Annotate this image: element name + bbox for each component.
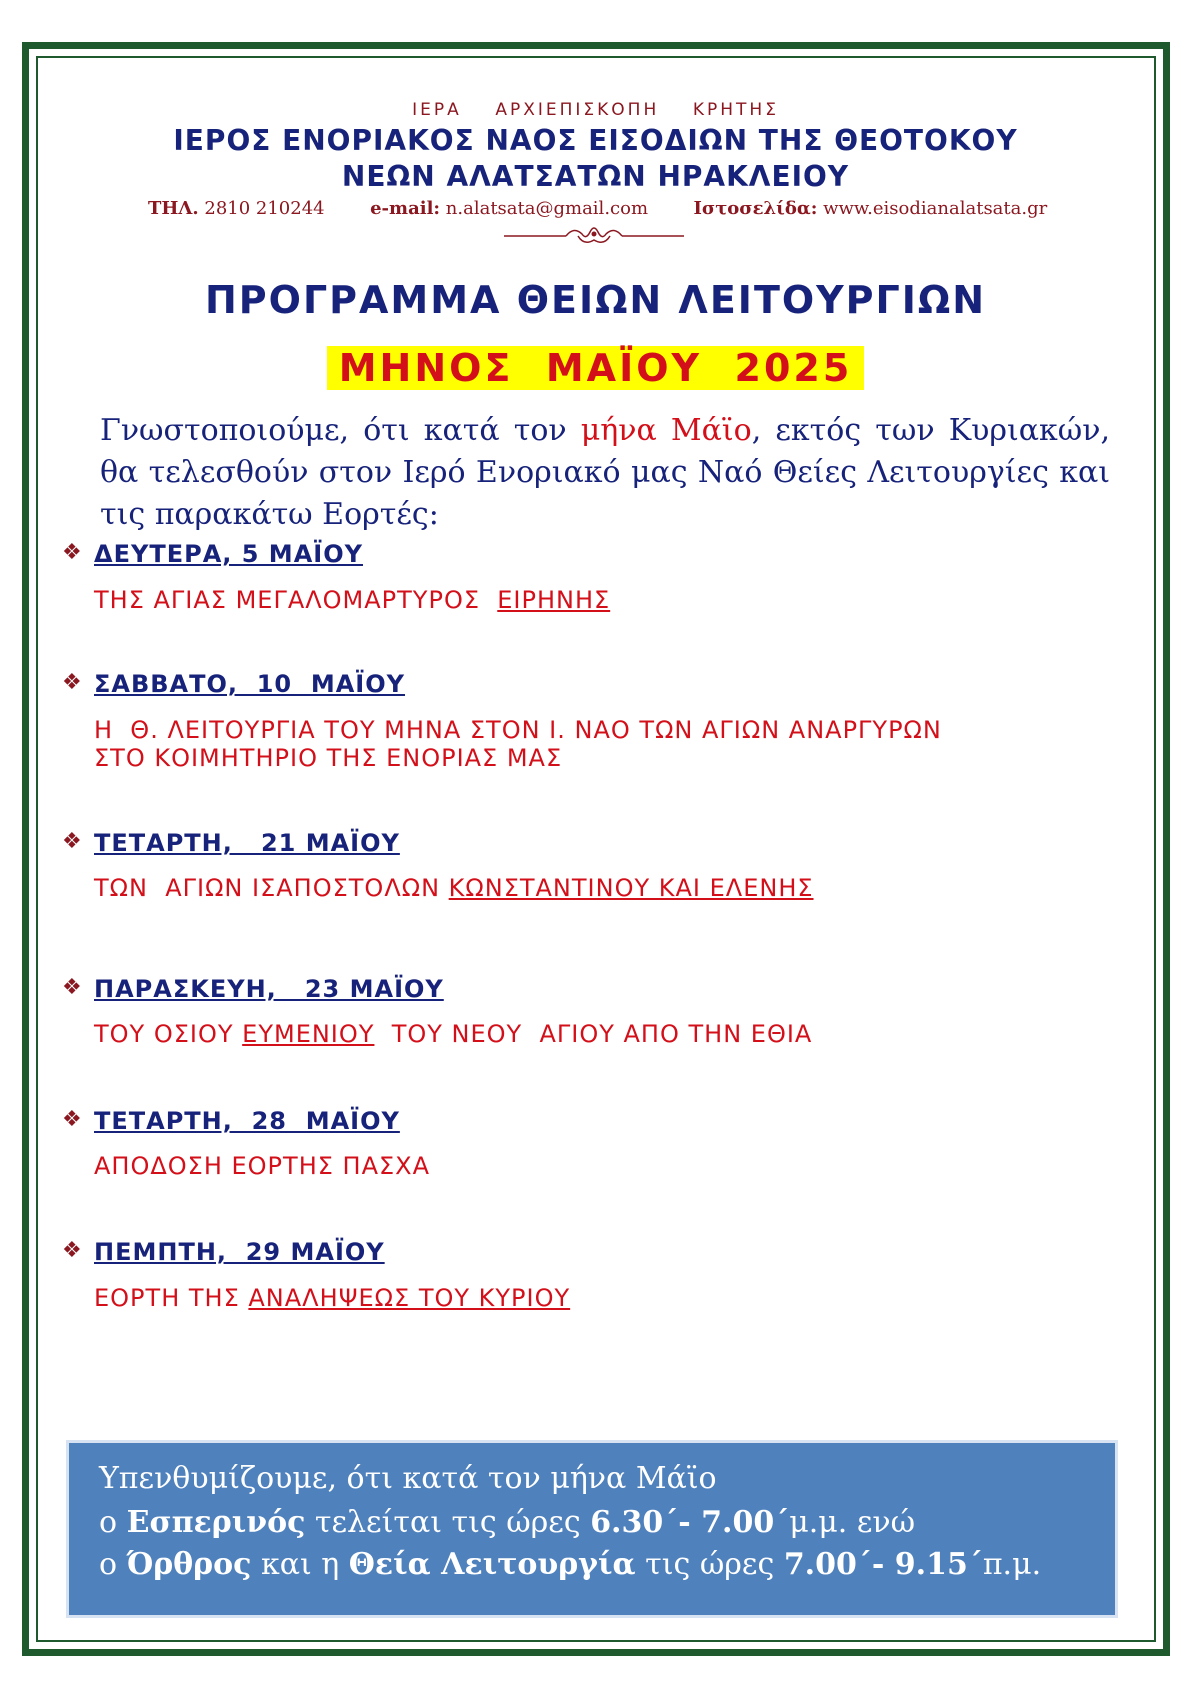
- diamond-bullet-icon: ❖: [62, 975, 82, 1000]
- reminder-text: ο: [99, 1505, 127, 1540]
- contact-info: [148, 198, 1047, 219]
- reminder-line2: [99, 1505, 915, 1540]
- event-date: ΤΕΤΑΡΤΗ, 28 ΜΑΪΟΥ: [94, 1107, 400, 1135]
- event-feast-line2: ΣΤΟ ΚΟΙΜΗΤΗΡΙΟ ΤΗΣ ΕΝΟΡΙΑΣ ΜΑΣ: [94, 744, 563, 772]
- orthros-label: Όρθρος: [126, 1547, 252, 1582]
- reminder-text: π.μ.: [982, 1547, 1042, 1582]
- website-label: Ιστοσελίδα:: [693, 198, 818, 219]
- church-name-line1: ΙΕΡΟΣ ΕΝΟΡΙΑΚΟΣ ΝΑΟΣ ΕΙΣΟΔΙΩΝ ΤΗΣ ΘΕΟΤΟΚΟΥ: [173, 124, 1018, 157]
- email-label: e-mail:: [370, 198, 441, 219]
- event-feast: [94, 874, 814, 902]
- feast-text: ΤΩΝ ΑΓΙΩΝ ΙΣΑΠΟΣΤΟΛΩΝ: [94, 874, 449, 902]
- intro-highlight: μήνα Μάϊο: [580, 413, 752, 448]
- liturgy-time: 7.00΄- 9.15΄: [783, 1547, 983, 1582]
- archdiocese-header: ΙΕΡΑ ΑΡΧΙΕΠΙΣΚΟΠΗ ΚΡΗΤΗΣ: [412, 100, 779, 120]
- diamond-bullet-icon: ❖: [62, 1238, 82, 1263]
- reminder-line1: Υπενθυμίζουμε, ότι κατά τον μήνα Μάϊο: [99, 1461, 717, 1496]
- intro-text-start: Γνωστοποιούμε, ότι κατά τον: [100, 413, 581, 448]
- intro-text-end: , εκτός των Κυριακών, θα τελεσθούν στον Ιερό Ενοριακό μας Ναό Θείες Λειτουργίες και τις παρακάτω Εορτές:: [100, 413, 1110, 532]
- intro-paragraph: [100, 410, 1110, 536]
- vespers-label: Εσπερινός: [126, 1505, 306, 1540]
- event-date: ΠΕΜΠΤΗ, 29 ΜΑΪΟΥ: [94, 1238, 385, 1266]
- event-date: ΣΑΒΒΑΤΟ, 10 ΜΑΪΟΥ: [94, 670, 406, 698]
- event-date: ΤΕΤΑΡΤΗ, 21 ΜΑΪΟΥ: [94, 829, 400, 857]
- decorative-divider-icon: [504, 222, 684, 248]
- feast-text: ΕΟΡΤΗ ΤΗΣ: [94, 1284, 249, 1312]
- phone-label: ΤΗΛ.: [148, 198, 199, 219]
- month-label: ΜΗΝΟΣ ΜΑΪΟΥ 2025: [327, 346, 865, 390]
- event-feast: [94, 1020, 812, 1048]
- email-address[interactable]: n.alatsata@gmail.com: [445, 198, 649, 219]
- event-feast: [94, 586, 610, 614]
- liturgy-label: Θεία Λειτουργία: [348, 1547, 636, 1582]
- diamond-bullet-icon: ❖: [62, 540, 82, 565]
- church-name-line2: ΝΕΩΝ ΑΛΑΤΣΑΤΩΝ ΗΡΑΚΛΕΙΟΥ: [341, 160, 850, 193]
- feast-text-underlined: ΑΝΑΛΗΨΕΩΣ ΤΟΥ ΚΥΡΙΟΥ: [248, 1284, 571, 1312]
- vespers-time: 6.30΄- 7.00΄: [590, 1505, 790, 1540]
- website-url[interactable]: www.eisodianalatsata.gr: [823, 198, 1048, 219]
- diamond-bullet-icon: ❖: [62, 1107, 82, 1132]
- reminder-box: [66, 1440, 1118, 1618]
- reminder-text: τελείται τις ώρες: [305, 1505, 591, 1540]
- page-title: ΠΡΟΓΡΑΜΜΑ ΘΕΙΩΝ ΛΕΙΤΟΥΡΓΙΩΝ: [205, 278, 986, 322]
- feast-text: ΤΗΣ ΑΓΙΑΣ ΜΕΓΑΛΟΜΑΡΤΥΡΟΣ: [94, 586, 498, 614]
- event-date: ΔΕΥΤΕΡΑ, 5 ΜΑΪΟΥ: [94, 540, 363, 568]
- reminder-text: και η: [251, 1547, 349, 1582]
- feast-text-end: ΤΟΥ ΝΕΟΥ ΑΓΙΟΥ ΑΠΟ ΤΗΝ ΕΘΙΑ: [374, 1020, 813, 1048]
- feast-text-underlined: ΕΥΜΕΝΙΟΥ: [242, 1020, 375, 1048]
- event-feast: [94, 1284, 570, 1312]
- event-feast: Η Θ. ΛΕΙΤΟΥΡΓΙΑ ΤΟΥ ΜΗΝΑ ΣΤΟΝ Ι. ΝΑΟ ΤΩΝ ΑΓΙΩΝ ΑΝΑΡΓΥΡΩΝ: [94, 716, 942, 744]
- event-date: ΠΑΡΑΣΚΕΥΗ, 23 ΜΑΪΟΥ: [94, 975, 444, 1003]
- reminder-text: ο: [99, 1547, 127, 1582]
- feast-text: ΤΟΥ ΟΣΙΟΥ: [94, 1020, 243, 1048]
- diamond-bullet-icon: ❖: [62, 670, 82, 695]
- reminder-text: τις ώρες: [635, 1547, 784, 1582]
- feast-text-underlined: ΕΙΡΗΝΗΣ: [497, 586, 611, 614]
- diamond-bullet-icon: ❖: [62, 829, 82, 854]
- phone-number: 2810 210244: [204, 198, 325, 219]
- feast-text-underlined: ΚΩΝΣΤΑΝΤΙΝΟΥ ΚΑΙ ΕΛΕΝΗΣ: [448, 874, 814, 902]
- month-banner: [0, 346, 1191, 390]
- reminder-line3: [99, 1547, 1041, 1582]
- event-feast: ΑΠΟΔΟΣΗ ΕΟΡΤΗΣ ΠΑΣΧΑ: [94, 1152, 431, 1180]
- reminder-text: μ.μ. ενώ: [789, 1505, 916, 1540]
